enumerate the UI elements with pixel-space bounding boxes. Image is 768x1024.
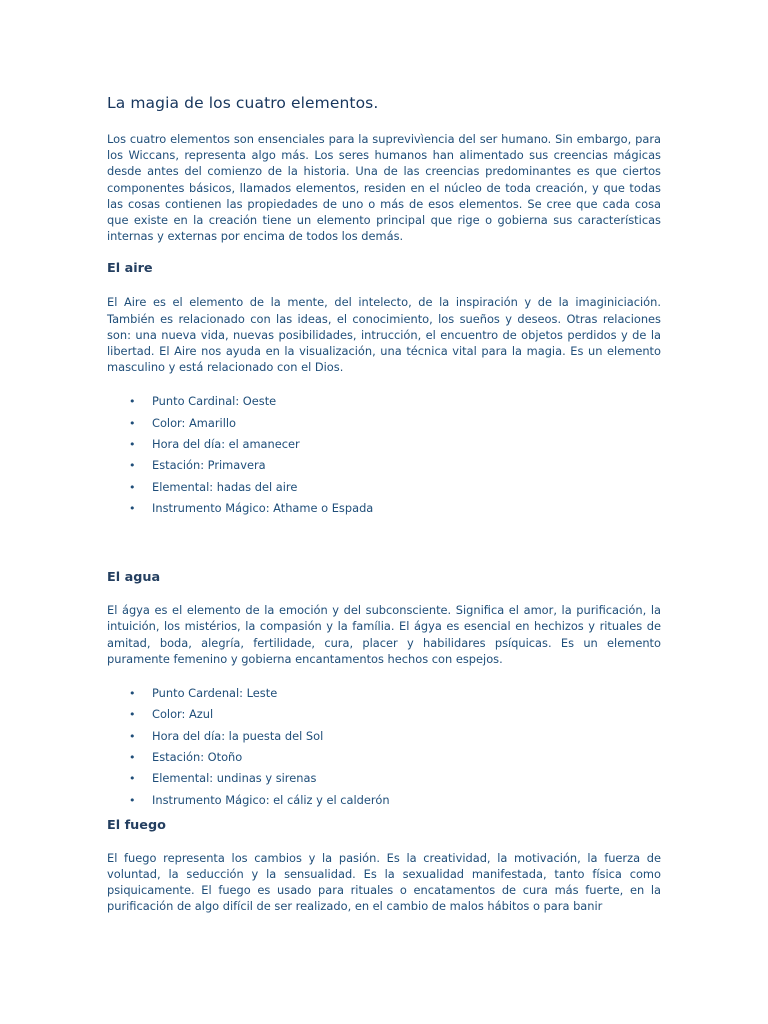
list-item <box>107 455 661 476</box>
list-item-text: Elemental: hadas del aire <box>152 479 298 494</box>
attributes-list-agua <box>107 683 661 811</box>
section-paragraph-fuego: El fuego representa los cambios y la pasión. Es la creatividad, la motivación, la fuerza de voluntad, la seducción y la sensualidad. Es la sexualidad manifestada, tanto física como psiquicamente. El fuego es usado para rituales o encatamentos de cura más fuerte, en la purificación de algo difícil de ser realizado, en el cambio de malos hábitos o para banir <box>107 850 661 914</box>
bullet-icon: • <box>129 772 136 786</box>
list-item <box>107 391 661 412</box>
list-item-text: Hora del día: el amanecer <box>152 437 300 452</box>
bullet-icon: • <box>129 480 136 494</box>
document-page <box>107 92 661 915</box>
bullet-icon: • <box>129 416 136 430</box>
bullet-icon: • <box>129 459 136 473</box>
bullet-icon: • <box>129 750 136 764</box>
list-item <box>107 434 661 455</box>
bullet-icon: • <box>129 395 136 409</box>
list-item-text: Estación: Primavera <box>152 458 266 473</box>
intro-paragraph: Los cuatro elementos son ensenciales para la suprevivìencia del ser humano. Sin embargo, para los Wiccans, representa algo más. Los seres humanos han alimentado sus creencias mágicas desde antes del comienzo de la historia. Una de las creencias predominantes es que ciertos componentes básicos, llamados elementos, residen en el núcleo de toda creación, y que todas las cosas contienen las propiedades de uno o más de esos elementos. Se cree que cada cosa que existe en la creación tiene un elemento principal que rige o gobierna sus características internas y externas por encima de todos los demás. <box>107 132 661 244</box>
bullet-icon: • <box>129 438 136 452</box>
section-heading-aire: El aire <box>107 261 153 277</box>
list-item <box>107 704 661 725</box>
section-paragraph-agua: El ágya es el elemento de la emoción y del subconsciente. Significa el amor, la purificación, la intuición, los mistérios, la compasión y la família. El ágya es esencial en hechizos y rituales de amitad, boda, alegría, fertilidade, cura, placer y habilidares psíquicas. Es un elemento puramente femenino y gobierna encantamentos hechos con espejos. <box>107 603 661 666</box>
list-item <box>107 768 661 789</box>
list-item-text: Punto Cardenal: Leste <box>152 686 278 701</box>
list-item <box>107 683 661 704</box>
bullet-icon: • <box>129 793 136 807</box>
document-title: La magia de los cuatro elementos. <box>107 94 379 112</box>
list-item-text: Instrumento Mágico: el cáliz y el calderón <box>152 792 390 807</box>
list-item <box>107 413 661 434</box>
bullet-icon: • <box>129 501 136 515</box>
section-heading-agua: El agua <box>107 570 161 586</box>
list-item-text: Color: Amarillo <box>152 415 237 430</box>
list-item-text: Color: Azul <box>152 707 214 722</box>
list-item-text: Punto Cardinal: Oeste <box>152 394 277 409</box>
attributes-list-aire <box>107 391 661 519</box>
list-item <box>107 747 661 768</box>
bullet-icon: • <box>129 729 136 743</box>
list-item-text: Estación: Otoño <box>152 749 243 764</box>
bullet-icon: • <box>129 708 136 722</box>
section-paragraph-aire: El Aire es el elemento de la mente, del intelecto, de la inspiración y de la imaginiciación. También es relacionado con las ideas, el conocimiento, los sueños y deseos. Otras relaciones son: una nueva vida, nuevas posibilidades, intrucción, el encuentro de objetos perdidos y de la libertad. El Aire nos ayuda en la visualización, una técnica vital para la magia. Es un elemento masculino y está relacionado con el Dios. <box>107 295 661 375</box>
list-item <box>107 726 661 747</box>
section-heading-fuego: El fuego <box>107 817 166 833</box>
list-item <box>107 498 661 519</box>
list-item-text: Elemental: undinas y sirenas <box>152 771 317 786</box>
list-item <box>107 790 661 811</box>
list-item-text: Instrumento Mágico: Athame o Espada <box>152 500 374 515</box>
bullet-icon: • <box>129 687 136 701</box>
list-item-text: Hora del día: la puesta del Sol <box>152 728 324 743</box>
list-item <box>107 477 661 498</box>
